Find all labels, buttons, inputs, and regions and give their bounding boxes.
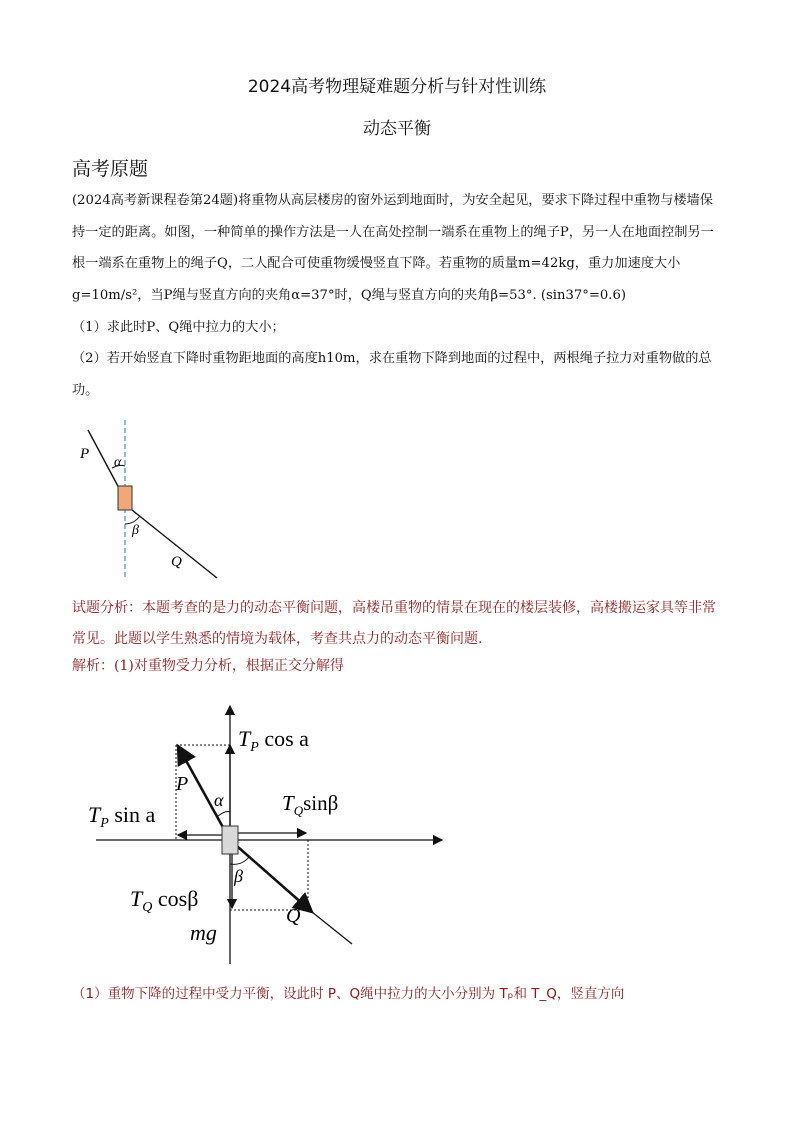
figure-2-force-diagram xyxy=(86,700,486,970)
problem-text: (2024高考新课程卷第24题)将重物从高层楼房的窗外运到地面时，为安全起见，要求下降过程中重物与楼墙保持一定的距离。如图，一种简单的操作方法是一人在高处控制一端系在重物上的绳子P，另一人在地面控制另一根一端系在重物上的绳子Q，二人配合可使重物缓慢竖直下降。若重物的质量m=42kg，重力加速度大小g=10m/s²，当P绳与竖直方向的夹角α=37°时，Q绳与竖直方向的夹角β=53°. (sin37°=0.6) xyxy=(72,193,714,303)
document-title: 2024高考物理疑难题分析与针对性训练 xyxy=(247,77,547,97)
label-mg: mg xyxy=(190,920,217,945)
label-tp-sin: $T_P$ sin a xyxy=(88,802,156,831)
analysis-text: 试题分析：本题考查的是力的动态平衡问题，高楼吊重物的情景在现在的楼层装修，高楼搬运家具等非常常见。此题以学生熟悉的情境为载体，考查共点力的动态平衡问题. xyxy=(72,600,716,647)
rope-q-extension xyxy=(312,912,352,944)
label-alpha: α xyxy=(214,790,224,810)
label-tq-sin: $T_Q\sin\beta$ xyxy=(282,791,339,818)
figure-1-rope-diagram xyxy=(70,418,250,588)
label-tp-cos: $T_P$ cos a xyxy=(238,726,309,755)
question-2: （2）若开始竖直下降时重物距地面的高度h10m，求在重物下降到地面的过程中，两根绳子拉力对重物做的总功。 xyxy=(72,351,712,398)
label-p: P xyxy=(80,446,90,462)
question-1: （1）求此时P、Q绳中拉力的大小； xyxy=(72,320,285,335)
label-p: P xyxy=(176,773,189,795)
label-q: Q xyxy=(286,905,301,927)
bottom-solution-text: （1）重物下降的过程中受力平衡，设此时 P、Q绳中拉力的大小分别为 Tₚ和 T_Q，竖直方向 xyxy=(72,986,625,1002)
section-heading: 高考原题 xyxy=(72,158,149,180)
beta-arc xyxy=(230,856,250,864)
label-beta: β xyxy=(234,866,243,886)
solution-heading: 解析：(1)对重物受力分析，根据正交分解得 xyxy=(72,658,344,674)
weight-box xyxy=(118,486,132,510)
label-tq-cos: $T_Q$ cosβ xyxy=(130,886,199,915)
document-subtitle: 动态平衡 xyxy=(363,119,431,139)
label-alpha: α xyxy=(114,455,122,470)
weight-box xyxy=(222,826,238,854)
label-beta: β xyxy=(132,523,139,538)
label-q: Q xyxy=(171,554,182,570)
alpha-arc xyxy=(218,812,230,817)
